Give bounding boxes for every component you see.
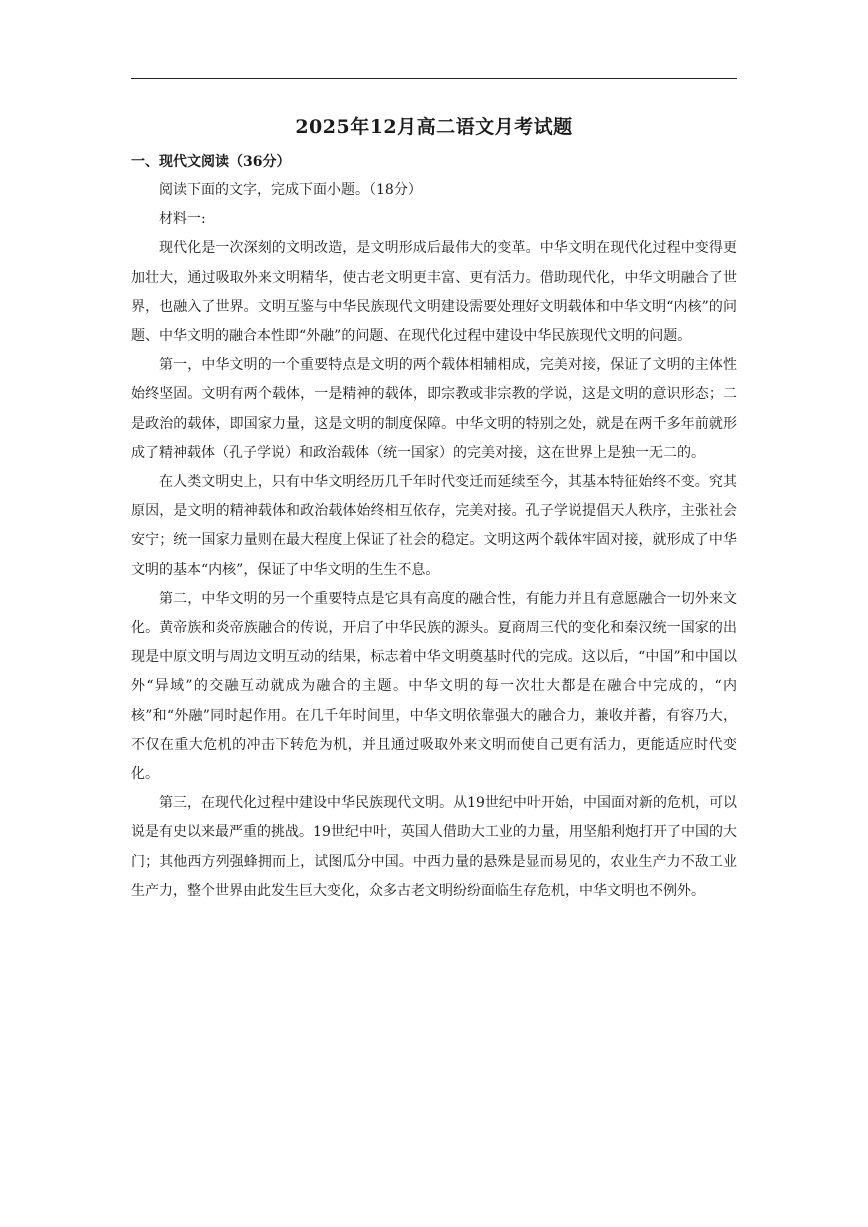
passage-paragraph: 第一，中华文明的一个重要特点是文明的两个载体相辅相成，完美对接，保证了文明的主体性始终坚固。文明有两个载体，一是精神的载体，即宗教或非宗教的学说，这是文明的意识形态；二是政治的载体，即国家力量，这是文明的制度保障。中华文明的特别之处，就是在两千多年前就形成了精神载体（孔子学说）和政治载体（统一国家）的完美对接，这在世界上是独一无二的。 (131, 357, 737, 461)
passage-paragraph: 在人类文明史上，只有中华文明经历几千年时代变迁而延续至今，其基本特征始终不变。究其原因，是文明的精神载体和政治载体始终相互依存，完美对接。孔子学说提倡天人秩序，主张社会安宁；统一国家力量则在最大程度上保证了社会的稳定。文明这两个载体牢固对接，就形成了中华文明的基本“内核”，保证了中华文明的生生不息。 (131, 474, 737, 578)
header-rule (131, 78, 737, 79)
passage-paragraph: 第三，在现代化过程中建设中华民族现代文明。从19世纪中叶开始，中国面对新的危机，可以说是有史以来最严重的挑战。19世纪中叶，英国人借助大工业的力量，用坚船利炮打开了中国的大门；其他西方列强蜂拥而上，试图瓜分中国。中西力量的悬殊是显而易见的，农业生产力不敌工业生产力，整个世界由此发生巨大变化，众多古老文明纷纷面临生存危机，中华文明也不例外。 (131, 795, 737, 899)
material-label: 材料一: (159, 211, 206, 228)
passage-paragraph: 第二，中华文明的另一个重要特点是它具有高度的融合性，有能力并且有意愿融合一切外来文化。黄帝族和炎帝族融合的传说，开启了中华民族的源头。夏商周三代的变化和秦汉统一国家的出现是中原文明与周边文明互动的结果，标志着中华文明奠基时代的完成。这以后，“中国”和中国以外“异域”的交融互动就成为融合的主题。中华文明的每一次壮大都是在融合中完成的，“内核”和“外融”同时起作用。在几千年时间里，中华文明依靠强大的融合力，兼收并蓄，有容乃大，不仅在重大危机的冲击下转危为机，并且通过吸取外来文明而使自己更有活力，更能适应时代变化。 (131, 590, 737, 783)
section-heading: 一、现代文阅读（36分） (131, 154, 291, 170)
reading-passage (131, 176, 737, 906)
instruction-text: 阅读下面的文字，完成下面小题。（18分） (159, 182, 422, 198)
passage-paragraph: 现代化是一次深刻的文明改造，是文明形成后最伟大的变革。中华文明在现代化过程中变得更加壮大，通过吸取外来文明精华，使古老文明更丰富、更有活力。借助现代化，中华文明融合了世界，也融入了世界。文明互鉴与中华民族现代文明建设需要处理好文明载体和中华文明“内核”的问题、中华文明的融合本性即“外融”的问题、在现代化过程中建设中华民族现代文明的问题。 (131, 240, 737, 345)
exam-title: 2025年12月高二语文月考试题 (295, 116, 573, 138)
